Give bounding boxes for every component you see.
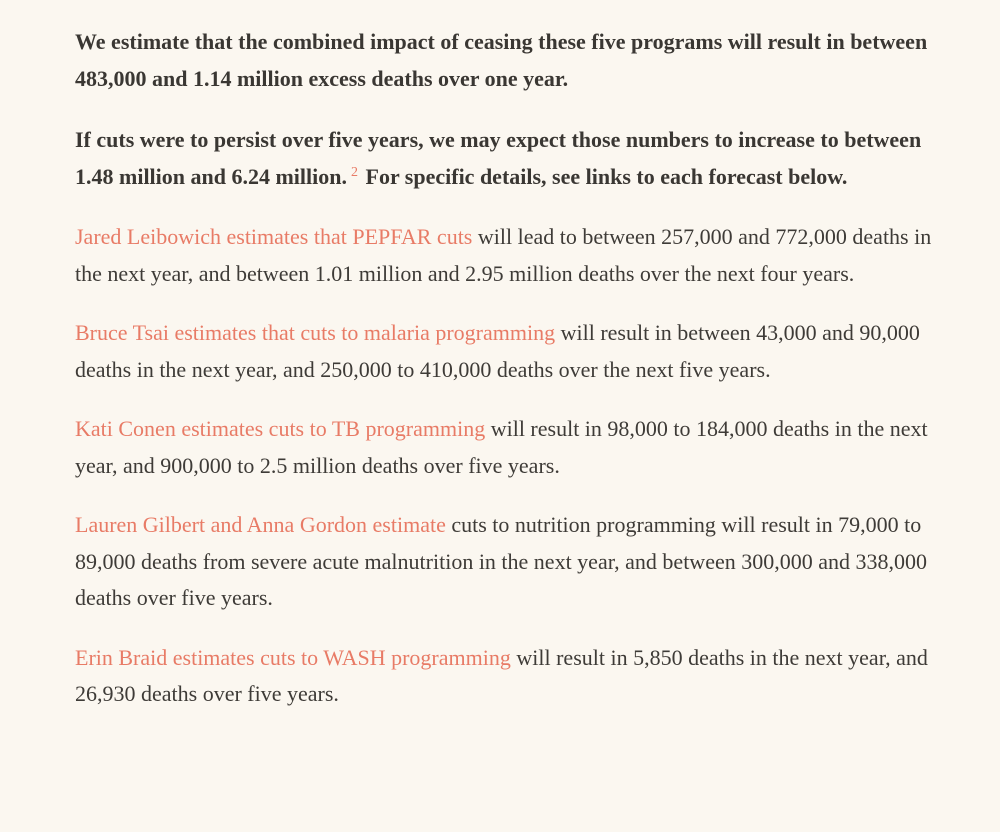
forecast-paragraph-tb	[75, 411, 955, 484]
nutrition-forecast-text: cuts to nutrition programming will result in 79,000 to 89,000 deaths from severe acute malnutrition in the next year, and between 300,000 and 338,000 deaths over five years.	[75, 512, 927, 610]
forecast-paragraph-nutrition	[75, 507, 955, 617]
malaria-forecast-text: will result in between 43,000 and 90,000 deaths in the next year, and 250,000 to 410,000 deaths over the next five years.	[75, 320, 920, 382]
tb-forecast-link[interactable]: Kati Conen estimates cuts to TB programming	[75, 416, 486, 441]
tb-forecast-text: will result in 98,000 to 184,000 deaths in the next year, and 900,000 to 2.5 million deaths over five years.	[75, 416, 928, 478]
forecast-paragraph-wash	[75, 640, 955, 713]
persistence-text: If cuts were to persist over five years, we may expect those numbers to increase to between 1.48 million and 6.24 million.	[75, 127, 922, 189]
malaria-forecast-link[interactable]: Bruce Tsai estimates that cuts to malaria programming	[75, 320, 556, 345]
wash-forecast-text: will result in 5,850 deaths in the next year, and 26,930 deaths over five years.	[75, 644, 928, 706]
forecast-paragraph-pepfar	[75, 219, 955, 292]
pepfar-forecast-link[interactable]: Jared Leibowich estimates that PEPFAR cuts	[75, 224, 473, 249]
details-text: For specific details, see links to each forecast below.	[365, 163, 848, 189]
wash-forecast-link[interactable]: Erin Braid estimates cuts to WASH programming	[75, 644, 511, 670]
summary-paragraph: We estimate that the combined impact of ceasing these five programs will result in between 483,000 and 1.14 million excess deaths over one year.	[75, 29, 928, 91]
nutrition-forecast-link[interactable]: Lauren Gilbert and Anna Gordon estimate	[75, 512, 446, 537]
footnote-link[interactable]: 2	[351, 164, 358, 180]
forecast-paragraph-malaria	[75, 315, 955, 388]
pepfar-forecast-text: will lead to between 257,000 and 772,000 deaths in the next year, and between 1.01 million and 2.95 million deaths over the next four years.	[75, 224, 932, 286]
persistence-paragraph	[75, 122, 955, 195]
